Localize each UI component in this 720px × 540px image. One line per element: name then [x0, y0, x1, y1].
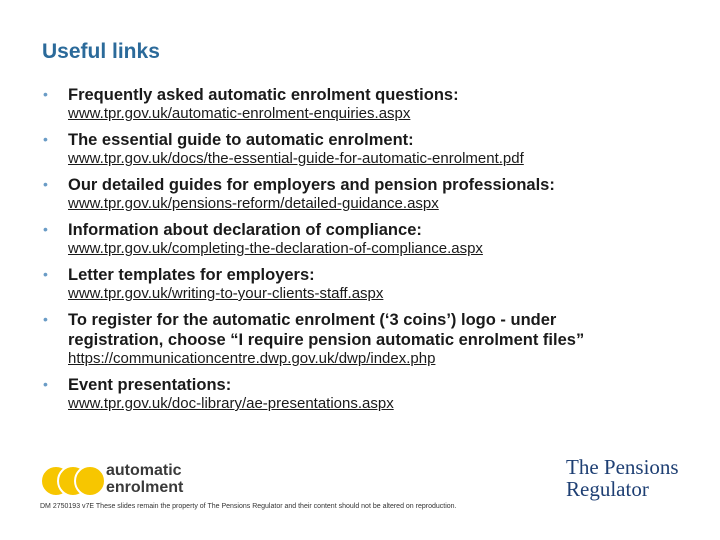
link-description: The essential guide to automatic enrolment: [68, 131, 414, 149]
bullet-icon: • [43, 221, 48, 237]
page-title: Useful links [42, 40, 160, 63]
list-item [0, 175, 720, 213]
link-description: To register for the automatic enrolment (‘3 coins’) logo - under registration, choose “I require pension automatic enrolment files” [68, 311, 585, 349]
ae-wordmark-line1: automatic [106, 462, 182, 479]
ae-wordmark-line2: enrolment [106, 479, 184, 496]
pensions-regulator-logo [566, 456, 679, 500]
list-item [0, 265, 720, 303]
link-description: Information about declaration of compliance: [68, 221, 422, 239]
link-url[interactable]: https://communicationcentre.dwp.gov.uk/dwp/index.php [68, 350, 436, 367]
bullet-icon: • [43, 311, 48, 327]
list-item [0, 310, 720, 368]
list-item [0, 130, 720, 168]
link-description: Our detailed guides for employers and pension professionals: [68, 176, 555, 194]
link-url[interactable]: www.tpr.gov.uk/pensions-reform/detailed-guidance.aspx [68, 195, 439, 212]
list-item [0, 220, 720, 258]
bullet-icon: • [43, 86, 48, 102]
link-description: Event presentations: [68, 376, 232, 394]
link-url[interactable]: www.tpr.gov.uk/completing-the-declaration-of-compliance.aspx [68, 240, 483, 257]
link-description: Frequently asked automatic enrolment questions: [68, 86, 459, 104]
bullet-icon: • [43, 131, 48, 147]
list-item [0, 85, 720, 123]
link-url[interactable]: www.tpr.gov.uk/writing-to-your-clients-staff.aspx [68, 285, 384, 302]
link-url[interactable]: www.tpr.gov.uk/docs/the-essential-guide-for-automatic-enrolment.pdf [68, 150, 524, 167]
footer-disclaimer: DM 2750193 v7E These slides remain the property of The Pensions Regulator and their content should not be altered on reproduction. [40, 503, 457, 510]
bullet-icon: • [43, 266, 48, 282]
links-list [0, 85, 720, 420]
link-url[interactable]: www.tpr.gov.uk/doc-library/ae-presentations.aspx [68, 395, 394, 412]
tpr-logo-line2: Regulator [566, 477, 649, 501]
link-description: Letter templates for employers: [68, 266, 315, 284]
bullet-icon: • [43, 376, 48, 392]
link-url[interactable]: www.tpr.gov.uk/automatic-enrolment-enquiries.aspx [68, 105, 411, 122]
tpr-logo-line1: The Pensions [566, 455, 679, 479]
bullet-icon: • [43, 176, 48, 192]
list-item [0, 375, 720, 413]
automatic-enrolment-wordmark [106, 462, 183, 496]
